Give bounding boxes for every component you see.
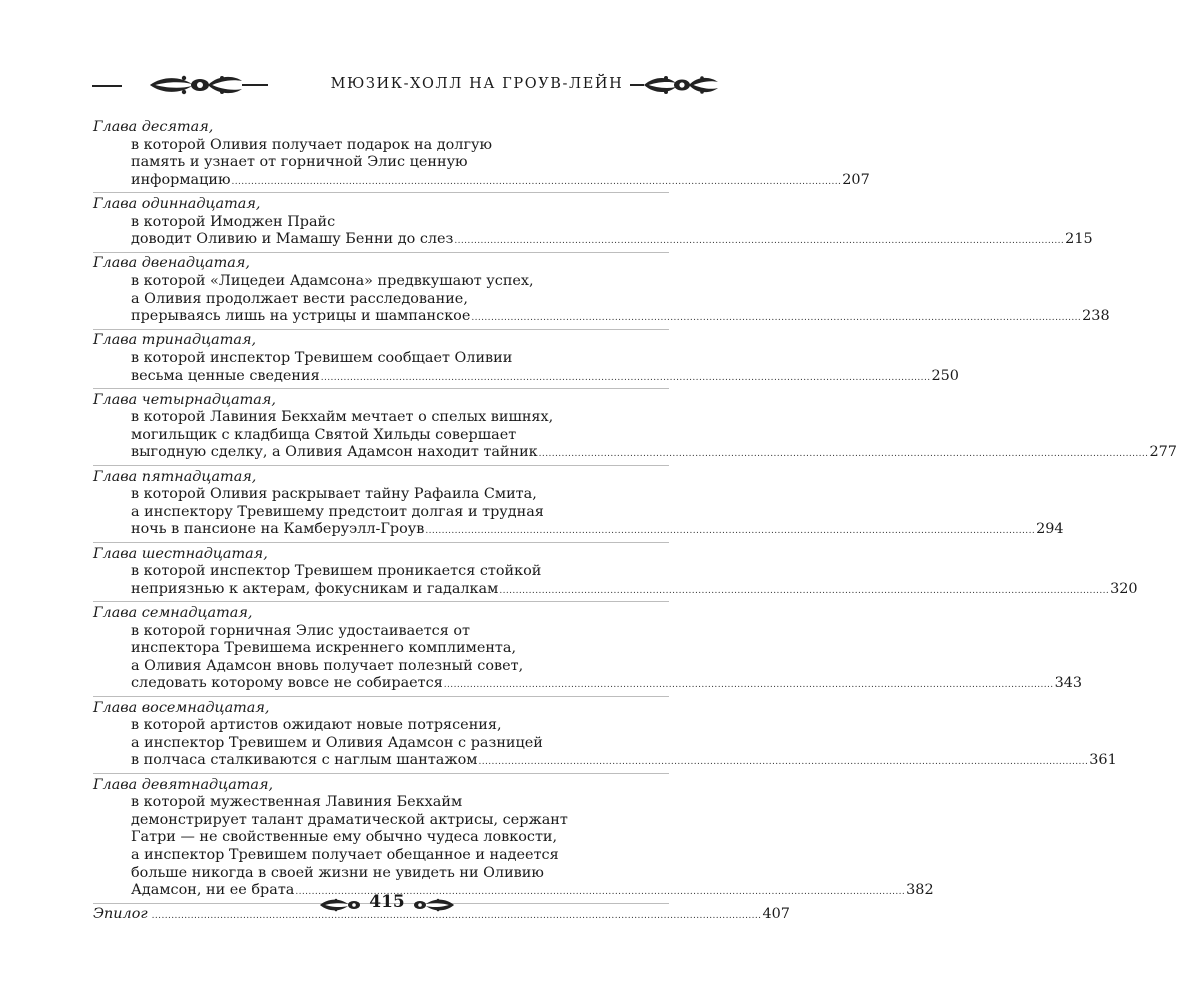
description-line: в которой мужественная Лавиния Бекхайм [131,794,463,811]
page-ref: 277 [1149,444,1177,461]
description-line: в которой инспектор Тревишем сообщает Оливии [131,349,513,366]
epilogue-label: Эпилог [93,906,148,923]
dot-leader: ........................................................................................................................................................................................... [454,236,1065,247]
dot-leader: ........................................................................................................................................................................................... [443,680,1054,691]
description-line: в которой «Лицедеи Адамсона» предвкушают успех, [131,272,534,289]
toc-entry [93,119,870,193]
description-line: больше никогда в своей жизни не увидеть ни Оливию [131,864,544,881]
chapter-description [93,622,1083,695]
description-last-line [131,231,1093,251]
description-last-line [131,580,1138,601]
dot-leader: ........................................................................................................................................................................................... [471,313,1082,324]
running-header [92,70,678,100]
description-last-line [131,171,870,192]
description-line: а инспектор Тревишем и Оливия Адамсон с разницей [131,734,543,751]
toc-entry [93,468,1064,543]
chapter-title: Глава семнадцатая, [93,605,253,621]
page-ref: 250 [931,367,959,384]
description-line: в которой Имоджен Прайс [131,213,336,230]
description-line: ночь в пансионе на Камберуэлл-Гроув [131,521,425,538]
page-ref: 343 [1054,675,1083,692]
description-last-line [131,752,1117,772]
description-line: в которой Лавиния Бекхайм мечтает о спелых вишнях, [131,409,554,426]
description-last-line [131,675,1083,695]
chapter-description [93,717,1117,772]
chapter-description [93,272,1110,328]
toc-entry [93,776,934,904]
page-ref: 207 [842,171,870,188]
chapter-title: Глава одиннадцатая, [93,195,261,212]
description-line: неприязнью к актерам, фокусникам и гадалкам [131,580,499,597]
description-line: выгодную сделку, а Оливия Адамсон находит тайник [131,444,538,461]
chapter-description [93,794,934,902]
description-line: в которой Оливия получает подарок на долгую [131,136,492,153]
dot-leader: ........................................................................................................................................................................................... [425,526,1036,537]
dot-leader: ........................................................................................................................................................................................... [231,176,842,187]
description-last-line [131,308,1110,328]
table-of-contents [93,119,1177,929]
description-line: в которой артистов ожидают новые потрясения, [131,717,502,734]
description-last-line [131,444,1177,464]
chapter-title: Глава четырнадцатая, [93,391,276,408]
description-line: а Оливия Адамсон вновь получает полезный совет, [131,657,524,674]
description-last-line [131,521,1064,541]
page-ref: 407 [762,906,790,923]
chapter-description [93,136,870,192]
description-line: доводит Оливию и Мамашу Бенни до слез [131,231,454,248]
page-number: 415 [369,892,405,912]
toc-entry [93,195,1093,253]
toc-entry [93,605,1083,697]
page-ref: 215 [1065,231,1093,248]
toc-entry [93,332,959,389]
description-line: а инспектору Тревишему предстоит долгая и трудная [131,503,544,520]
ornament-right-icon [630,72,730,98]
header-title: МЮЗИК-ХОЛЛ НА ГРОУВ-ЛЕЙН [330,76,624,92]
description-last-line [131,367,959,388]
description-line: в полчаса сталкиваются с наглым шантажом [131,752,478,769]
description-line: Гатри — не свойственные ему обычно чудеса ловкости, [131,829,558,846]
chapter-title: Глава пятнадцатая, [93,468,257,485]
toc-entry [93,699,1117,774]
chapter-title: Глава тринадцатая, [93,332,257,349]
dot-leader: ........................................................................................................................................................................................... [478,757,1089,768]
header-rule-left [92,85,122,87]
description-line: инспектора Тревишема искреннего комплимента, [131,640,517,657]
description-line: следовать которому вовсе не собирается [131,675,443,692]
page-ref: 238 [1082,308,1110,325]
toc-entry [93,391,1177,466]
chapter-description [93,563,1138,600]
page-ref: 320 [1110,580,1138,597]
chapter-description [93,486,1064,541]
chapter-description [93,409,1177,464]
dot-leader: ........................................................................................................................................................................................... [538,449,1149,460]
dot-leader: ........................................................................................................................................................................................... [295,887,906,898]
page-ref: 382 [906,882,934,899]
dot-leader: ........................................................................................................................................................................................... [320,372,931,383]
chapter-title: Глава восемнадцатая, [93,699,270,716]
description-line: могильщик с кладбища Святой Хильды совершает [131,426,517,443]
page-ref: 361 [1089,752,1117,769]
description-line: в которой Оливия раскрывает тайну Рафаила Смита, [131,486,537,503]
description-line: а Оливия продолжает вести расследование, [131,290,468,307]
chapter-description [93,213,1093,251]
chapter-title: Глава девятнадцатая, [93,776,274,793]
description-line: информацию [131,171,231,188]
dot-leader: ........................................................................................................................................................................................... [151,911,762,922]
dot-leader: ........................................................................................................................................................................................... [499,585,1110,596]
description-line: память и узнает от горничной Элис ценную [131,154,468,171]
page-ref: 294 [1036,521,1064,538]
ornament-left-icon [122,72,266,98]
description-line: в которой инспектор Тревишем проникается стойкой [131,563,542,580]
description-line: а инспектор Тревишем получает обещанное и надеется [131,846,559,863]
chapter-title: Глава двенадцатая, [93,255,250,272]
description-line: в которой горничная Элис удостаивается от [131,622,470,639]
toc-entry [93,545,1138,603]
page-footer [318,892,456,916]
toc-entry [93,255,1110,329]
chapter-description [93,349,959,387]
chapter-title: Глава шестнадцатая, [93,545,268,562]
description-line: демонстрирует талант драматической актрисы, сержант [131,811,568,828]
description-line: весьма ценные сведения [131,367,320,384]
footer-ornament-right-icon [410,898,456,912]
chapter-title: Глава десятая, [93,119,214,135]
description-line: Адамсон, ни ее брата [131,882,295,899]
description-line: прерываясь лишь на устрицы и шампанское [131,308,471,325]
